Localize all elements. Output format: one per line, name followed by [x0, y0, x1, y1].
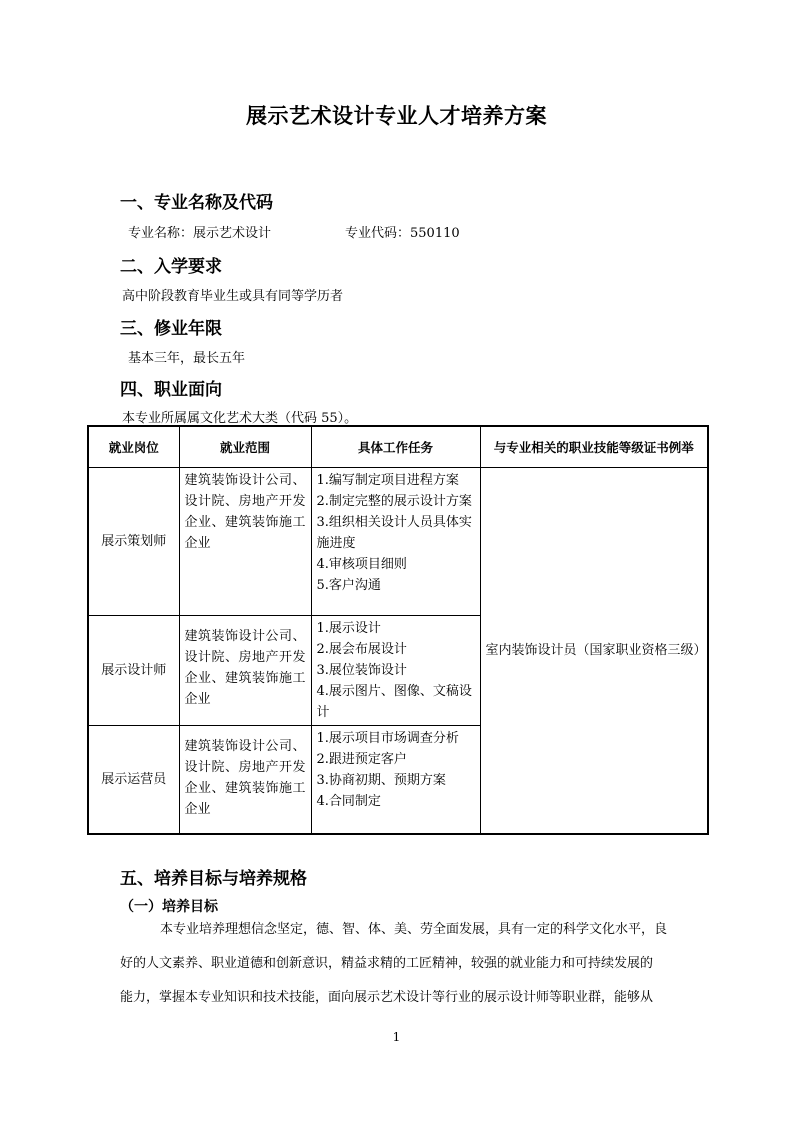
- goal-paragraph-line: 能力，掌握本专业知识和技术技能，面向展示艺术设计等行业的展示设计师等职业群，能够从: [120, 990, 654, 1005]
- section-3-heading: 三、修业年限: [120, 319, 222, 339]
- task-item: 1.编写制定项目进程方案: [316, 473, 459, 488]
- header-post: 就业岗位: [88, 426, 179, 468]
- goal-paragraph-line: 好的人文素养、职业道德和创新意识，精益求精的工匠精神，较强的就业能力和可持续发展的: [120, 956, 654, 971]
- duration-text: 基本三年，最长五年: [128, 351, 246, 366]
- goal-paragraph-line: 本专业培养理想信念坚定，德、智、体、美、劳全面发展，具有一定的科学文化水平，良: [160, 922, 668, 937]
- task-item: 1.展示设计: [316, 621, 381, 636]
- table-row: [88, 468, 708, 616]
- task-item: 3.展位装饰设计: [316, 663, 407, 678]
- header-tasks: 具体工作任务: [311, 426, 480, 468]
- task-item: 4.合同制定: [316, 794, 381, 809]
- major-name: 专业名称：展示艺术设计: [128, 226, 272, 241]
- task-item: 5.客户沟通: [316, 578, 381, 593]
- document-title: 展示艺术设计专业人才培养方案: [246, 104, 547, 128]
- job-tasks: [311, 726, 480, 834]
- section-5-heading: 五、培养目标与培养规格: [120, 869, 307, 889]
- table-header-row: [88, 426, 708, 468]
- job-tasks: [311, 616, 480, 726]
- page-number: 1: [392, 1030, 401, 1044]
- certificate-cell: 室内装饰设计员（国家职业资格三级）: [480, 468, 708, 834]
- task-item: 2.跟进预定客户: [316, 752, 407, 767]
- section-4-heading: 四、职业面向: [120, 380, 222, 400]
- job-scope: 建筑装饰设计公司、设计院、房地产开发企业、建筑装饰施工企业: [179, 616, 311, 726]
- job-scope: 建筑装饰设计公司、设计院、房地产开发企业、建筑装饰施工企业: [179, 468, 311, 616]
- subsection-goal-heading: （一）培养目标: [120, 899, 218, 915]
- job-post: 展示设计师: [88, 616, 179, 726]
- section-1-heading: 一、专业名称及代码: [120, 193, 273, 213]
- header-certificate: 与专业相关的职业技能等级证书例举: [480, 426, 708, 468]
- task-item: 4.审核项目细则: [316, 557, 407, 572]
- job-post: 展示运营员: [88, 726, 179, 834]
- task-item: 1.展示项目市场调查分析: [316, 731, 459, 746]
- job-post: 展示策划师: [88, 468, 179, 616]
- job-tasks: [311, 468, 480, 616]
- job-scope: 建筑装饰设计公司、设计院、房地产开发企业、建筑装饰施工企业: [179, 726, 311, 834]
- career-table: [87, 425, 709, 835]
- task-item: 2.展会布展设计: [316, 642, 407, 657]
- header-scope: 就业范围: [179, 426, 311, 468]
- section-2-heading: 二、入学要求: [120, 257, 222, 277]
- task-item: 3.协商初期、预期方案: [316, 773, 446, 788]
- major-code: 专业代码：550110: [345, 226, 460, 241]
- task-item: 2.制定完整的展示设计方案: [316, 494, 472, 509]
- task-item: 4.展示图片、图像、文稿设计: [316, 684, 472, 720]
- career-intro: 本专业所属属文化艺术大类（代码 55）。: [122, 411, 358, 426]
- task-item: 3.组织相关设计人员具体实施进度: [316, 515, 472, 551]
- admission-text: 高中阶段教育毕业生或具有同等学历者: [122, 289, 344, 304]
